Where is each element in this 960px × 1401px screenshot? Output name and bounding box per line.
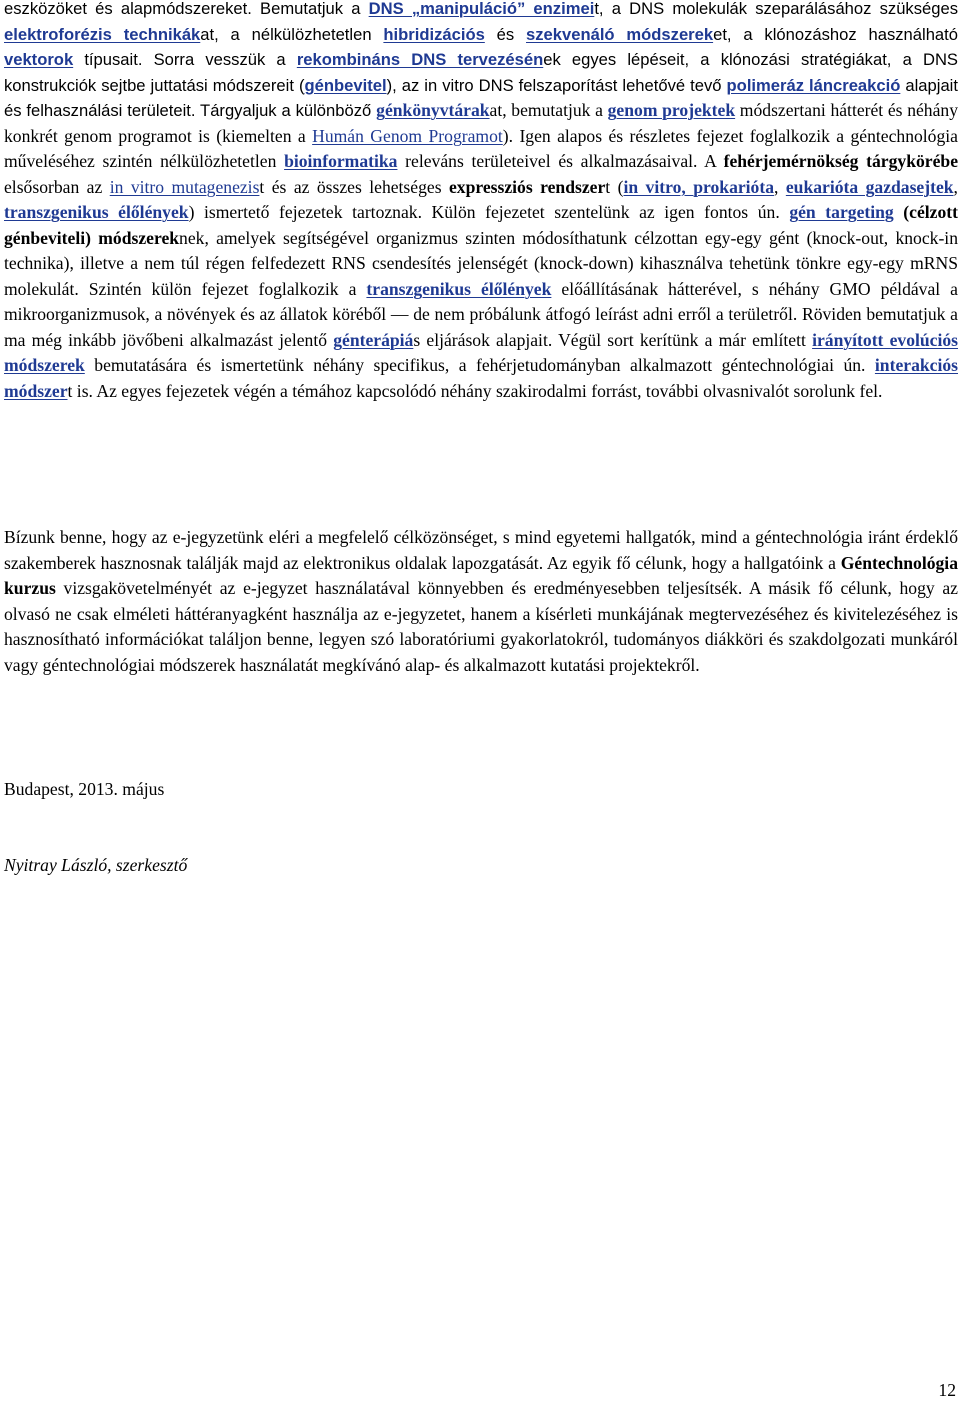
text-run: , bbox=[953, 176, 958, 197]
link-genom-projektek[interactable]: genom projektek bbox=[607, 100, 736, 120]
emphasis-celzott-genbeviteli-modszerek: (célzott génbeviteli) módszerek bbox=[4, 202, 958, 248]
text-run: et, a klónozáshoz használható bbox=[713, 24, 958, 44]
text-run: ). Igen alapos és részletes fejezet foglalkozik a géntechnológia műveléséhez szintén nélkülözhetetlen bbox=[4, 125, 958, 171]
link-eukariota-gazdasejtek[interactable]: eukarióta gazdasejtek bbox=[785, 176, 954, 197]
link-transzgenikus-elolenyek-2[interactable]: transzgenikus élőlények bbox=[366, 278, 552, 299]
link-hibridizacios[interactable]: hibridizációs bbox=[383, 24, 485, 44]
text-run: vizsgakövetelményét az e-jegyzet használatával könnyebben és eredményesebben teljesítsék. A másik fő célunk, hogy az olvasó ne csak elméleti háttéranyagként használja az e-jegyzetet, hanem a kísérleti munkájának megtervezéséhez és kivitelezéséhez is hasznosítható információkat találjon benne, legyen szó laboratóriumi gyakorlatokról, tudományos diákköri és szakdolgozati munkáról vagy géntechnológiai módszerek használatát megkívánó alap- és alkalmazott kutatási projektekről. bbox=[4, 578, 958, 675]
text-run: ), az in vitro DNS felszaporítást lehetővé tevő bbox=[386, 75, 727, 95]
text-run: elsősorban az bbox=[4, 176, 110, 197]
link-in-vitro-mutagenezis[interactable]: in vitro mutagenezis bbox=[109, 176, 260, 197]
emphasis-expresszios-rendszer: expressziós rendszer bbox=[448, 176, 606, 197]
text-run: s eljárások alapjait. Végül sort kerítünk a már említett bbox=[413, 329, 813, 350]
text-run: , bbox=[774, 176, 786, 197]
link-gen-targeting[interactable]: gén targeting bbox=[789, 202, 894, 222]
text-run: releváns területeivel és alkalmazásaival. A bbox=[397, 151, 724, 171]
text-run: bemutatására és ismertetünk néhány specifikus, a fehérjetudományban alkalmazott géntechnológiai ún. bbox=[84, 355, 875, 375]
link-genterapia[interactable]: génterápiá bbox=[333, 329, 414, 350]
text-run: Bízunk benne, hogy az e-jegyzetünk eléri a megfelelő célközönséget, s mind egyetemi hallgatók, mind a géntechnológia iránt érdeklő szakemberek hasznosnak találják majd az elektronikus oldalak lapozgatását. Az egyik fő célunk, hogy a hallgatóink a bbox=[4, 527, 958, 573]
text-run: eszközöket és alapmódszereket. Bemutatjuk a bbox=[4, 0, 369, 18]
text-run: nek, amelyek segítségével organizmus szinten módosíthatunk célzottan egy-egy gént (knock-out, knock-in technika), illetve a nem túl régen felfedezett RNS csendesítés jelenségét (knock-down) kihasználva tehetünk tönkre egy-egy mRNS molekulát. Szintén külön fejezet foglalkozik a bbox=[4, 227, 958, 299]
link-in-vitro-prokariota[interactable]: in vitro, prokarióta bbox=[623, 176, 775, 197]
emphasis-feherjemernokseg: fehérjemérnökség tárgykörébe bbox=[723, 151, 958, 171]
text-run: típusait. Sorra vesszük a bbox=[73, 50, 297, 69]
link-bioinformatika[interactable]: bioinformatika bbox=[284, 151, 398, 171]
text-run: t ( bbox=[605, 176, 624, 197]
text-run: ) ismertető fejezetek tartoznak. Külön fejezetet szentelünk az igen fontos ún. bbox=[188, 202, 790, 222]
text-run: at, bemutatjuk a bbox=[489, 100, 608, 120]
text-run: előállításának hátterével, s néhány GMO példával a mikroorganizmusok, a növények és az állatok köréből — de nem próbálunk átfogó leírást adni erről a területről. Röviden bemutatjuk a ma még inkább jövőbeni alkalmazást jelentő bbox=[4, 278, 958, 350]
audience-paragraph bbox=[4, 525, 958, 678]
link-polimeraz-lancreakcio[interactable]: polimeráz láncreakció bbox=[726, 75, 901, 95]
link-interakcios-modszer[interactable]: interakciós módszer bbox=[4, 355, 958, 401]
page-number: 12 bbox=[938, 1380, 956, 1400]
emphasis-gentechnologia-kurzus: Géntechnológia kurzus bbox=[4, 552, 958, 598]
editor-signature: Nyitray László, szerkesztő bbox=[4, 855, 188, 875]
intro-paragraph bbox=[4, 0, 958, 404]
link-iranyitott-evolucios-modszerek[interactable]: irányított evolúciós módszerek bbox=[4, 329, 959, 375]
link-vektorok[interactable]: vektorok bbox=[4, 50, 74, 69]
text-run bbox=[894, 202, 904, 222]
link-szekvenalo-modszerek[interactable]: szekvenáló módszerek bbox=[526, 24, 714, 44]
text-run: at, a nélkülözhetetlen bbox=[200, 24, 384, 44]
text-run: alapjait és felhasználási területeit. Tárgyaljuk a különböző bbox=[4, 75, 958, 120]
link-human-genom-program[interactable]: Humán Genom Programot bbox=[312, 125, 503, 146]
text-run: t is. Az egyes fejezetek végén a témához kapcsolódó néhány szakirodalmi forrást, további olvasnivalót sorolunk fel. bbox=[67, 380, 883, 401]
text-run: t és az összes lehetséges bbox=[259, 176, 449, 197]
link-genkonyvtarak[interactable]: génkönyvtárak bbox=[376, 100, 490, 120]
link-genbevitel[interactable]: génbevitel bbox=[304, 75, 387, 95]
text-run: és bbox=[484, 24, 527, 44]
text-run: módszertani hátterét és néhány konkrét genom programot is (kiemelten a bbox=[4, 100, 958, 146]
link-transzgenikus-elolenyek[interactable]: transzgenikus élőlények bbox=[4, 202, 189, 222]
place-date: Budapest, 2013. május bbox=[4, 779, 165, 799]
text-run: t, a DNS molekulák szeparálásához szükséges bbox=[594, 0, 959, 18]
text-run: ek egyes lépéseit, a klónozási stratégiákat, a DNS konstrukciók sejtbe juttatási módszereit ( bbox=[4, 50, 958, 95]
link-rekombinans-dns-tervezese[interactable]: rekombináns DNS tervezésén bbox=[296, 50, 544, 69]
link-elektroforezis-technikak[interactable]: elektroforézis technikák bbox=[4, 24, 201, 44]
link-dns-manipulacio-enzimei[interactable]: DNS „manipuláció” enzimei bbox=[368, 0, 595, 18]
